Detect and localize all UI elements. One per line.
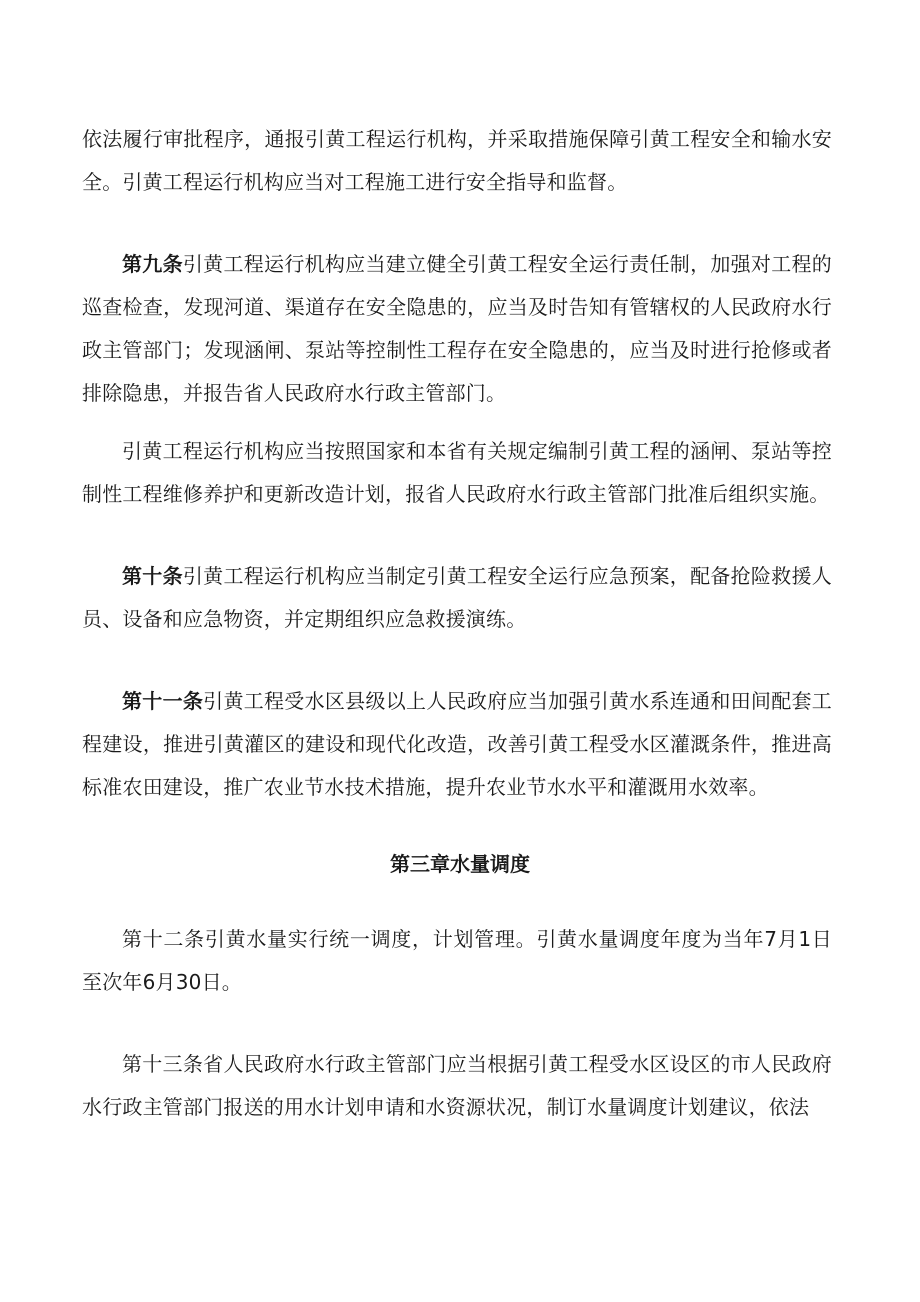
chapter-3-heading: 第三章水量调度 [390,852,530,876]
article-13: 第十三条省人民政府水行政主管部门应当根据引黄工程受水区设区的市人民政府水行政主管部门报送的用水计划申请和水资源状况，制订水量调度计划建议，依法 [82,1052,832,1119]
article-9 [82,243,832,415]
article-9-paragraph-2: 引黄工程运行机构应当按照国家和本省有关规定编制引黄工程的涵闸、泵站等控制性工程维修养护和更新改造计划，报省人民政府水行政主管部门批准后组织实施。 [82,439,832,506]
article-11 [82,680,832,809]
article-9-label: 第九条 [122,252,183,276]
article-9-text: 引黄工程运行机构应当建立健全引黄工程安全运行责任制，加强对工程的巡查检查，发现河道、渠道存在安全隐患的，应当及时告知有管辖权的人民政府水行政主管部门；发现涵闸、泵站等控制性工程存在安全隐患的，应当及时进行抢修或者排除隐患，并报告省人民政府水行政主管部门。 [82,252,832,405]
article-11-text: 引黄工程受水区县级以上人民政府应当加强引黄水系连通和田间配套工程建设，推进引黄灌区的建设和现代化改造，改善引黄工程受水区灌溉条件，推进高标准农田建设，推广农业节水技术措施，提升农业节水水平和灌溉用水效率。 [82,689,832,799]
article-11-label: 第十一条 [122,689,204,713]
article-10-text: 引黄工程运行机构应当制定引黄工程安全运行应急预案，配备抢险救援人员、设备和应急物资，并定期组织应急救援演练。 [82,564,832,631]
article-10 [82,555,832,641]
paragraph-continuation: 依法履行审批程序，通报引黄工程运行机构，并采取措施保障引黄工程安全和输水安全。引黄工程运行机构应当对工程施工进行安全指导和监督。 [82,127,832,194]
article-10-label: 第十条 [122,564,183,588]
article-12: 第十二条引黄水量实行统一调度，计划管理。引黄水量调度年度为当年7月1日至次年6月30日。 [82,927,832,994]
